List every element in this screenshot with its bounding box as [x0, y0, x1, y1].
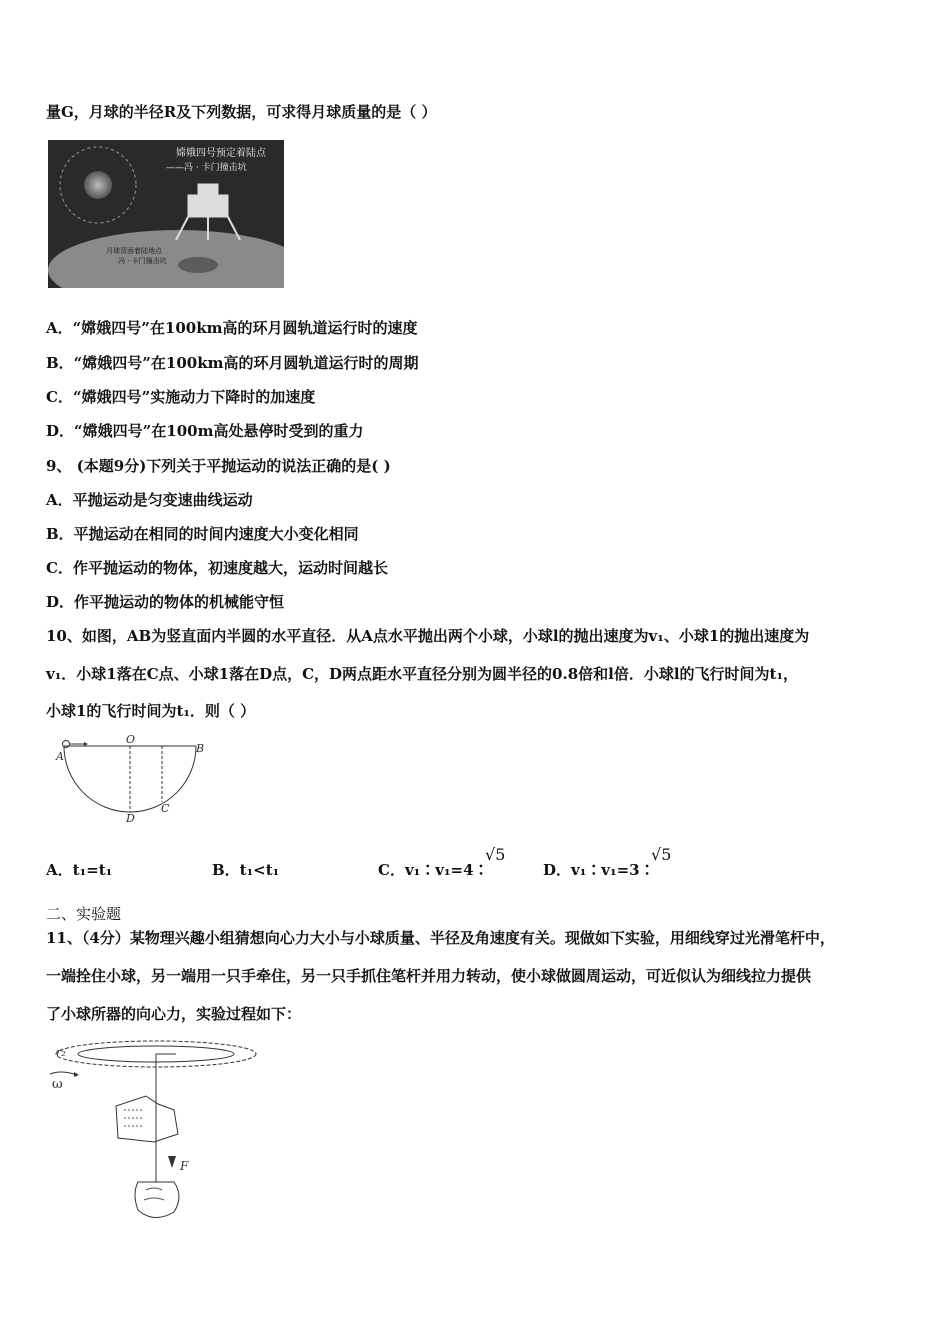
q9-option-c: C．作平抛运动的物体，初速度越大，运动时间越长	[46, 559, 388, 577]
semicircle-diagram	[46, 732, 216, 824]
q10-line-3: 小球1的飞行时间为t₁．则（ ）	[46, 702, 256, 720]
q11-line-2: 一端拴住小球，另一端用一只手牵住，另一只手抓住笔杆并用力转动，使小球做圆周运动，可近似认为细线拉力提供	[46, 967, 812, 985]
q9-option-d: D．作平抛运动的物体的机械能守恒	[46, 593, 285, 611]
q9-option-b: B．平抛运动在相同的时间内速度大小变化相同	[46, 525, 359, 543]
experiment-diagram	[46, 1034, 266, 1230]
q10-option-a: A．t₁=t₁	[46, 861, 113, 879]
q10-option-c-sqrt: √5	[485, 845, 506, 864]
label-force: F	[180, 1159, 189, 1173]
section-title: 二、实验题	[46, 905, 122, 923]
label-D: D	[126, 812, 135, 824]
label-B: B	[196, 742, 205, 755]
q9-option-a: A．平抛运动是匀变速曲线运动	[46, 491, 253, 509]
q8-stem: 量G，月球的半径R及下列数据，可求得月球质量的是（ ）	[46, 103, 437, 121]
q10-option-d: D．v₁∶v₁=3∶	[543, 861, 655, 879]
q10-line-1: 10、如图，AB为竖直面内半圆的水平直径．从A点水平抛出两个小球，小球l的抛出速度为v₁、小球1的抛出速度为	[46, 627, 810, 645]
change4-photo	[48, 140, 284, 288]
q10-option-c: C．v₁∶v₁=4∶	[378, 861, 489, 879]
photo-caption-1: 月球背面着陆地点	[106, 247, 162, 255]
q8-option-c: C．“嫦娥四号”实施动力下降时的加速度	[46, 388, 316, 406]
q10-option-d-sqrt: √5	[651, 845, 672, 864]
label-r: r₂	[56, 1046, 66, 1059]
label-C: C	[161, 802, 170, 815]
q9-stem: 9、 (本题9分)下列关于平抛运动的说法正确的是( )	[46, 457, 391, 475]
label-omega: ω	[52, 1077, 63, 1092]
q8-option-b: B．“嫦娥四号”在100km高的环月圆轨道运行时的周期	[46, 354, 419, 372]
photo-caption-2: 冯 · 卡门撞击坑	[118, 257, 167, 265]
photo-title-2: ——冯 · 卡门撞击坑	[166, 163, 247, 173]
label-A: A	[56, 750, 64, 763]
photo-title-1: 嫦娥四号预定着陆点	[176, 148, 266, 159]
q8-option-a: A．“嫦娥四号”在100km高的环月圆轨道运行时的速度	[46, 319, 418, 337]
q10-option-b: B．t₁<t₁	[212, 861, 280, 879]
q11-line-1: 11、（4分）某物理兴趣小组猜想向心力大小与小球质量、半径及角速度有关。现做如下实验，用细线穿过光滑笔杆中，	[46, 929, 835, 947]
q10-line-2: v₁．小球1落在C点、小球1落在D点，C，D两点距水平直径分别为圆半径的0.8倍和l倍．小球l的飞行时间为t₁，	[46, 665, 799, 683]
q8-option-d: D．“嫦娥四号”在100m高处悬停时受到的重力	[46, 422, 364, 440]
q11-line-3: 了小球所器的向心力，实验过程如下：	[46, 1005, 302, 1023]
label-O: O	[126, 733, 136, 746]
